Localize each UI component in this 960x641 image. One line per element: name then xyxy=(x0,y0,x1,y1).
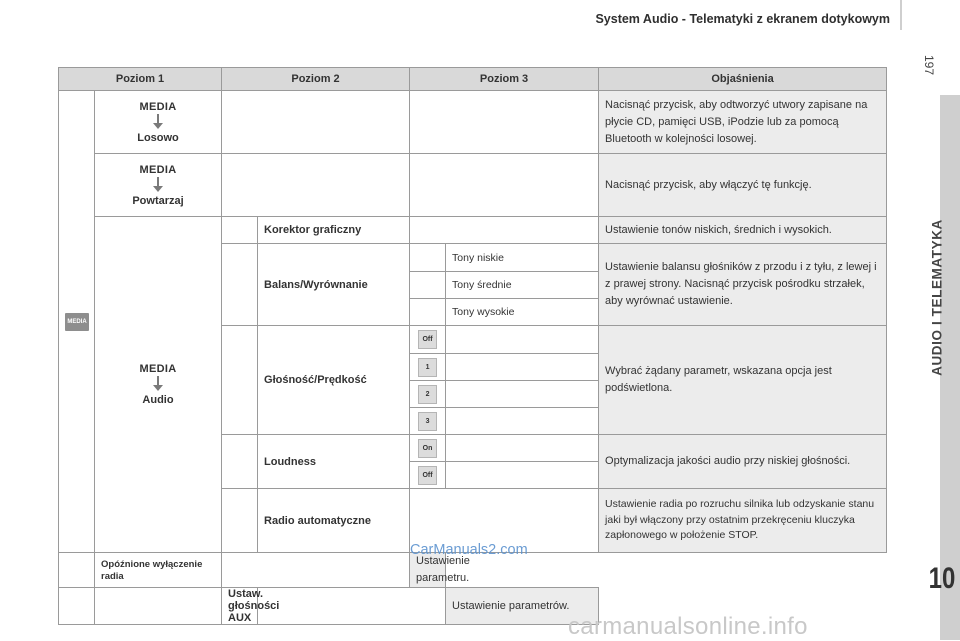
key-cell xyxy=(410,408,446,435)
table-row xyxy=(59,91,887,154)
empty-cell xyxy=(410,244,446,272)
empty-cell xyxy=(222,91,410,154)
key-cell xyxy=(410,354,446,381)
key-cell xyxy=(410,381,446,408)
menu-path-audio xyxy=(95,217,222,553)
header-level-3: Poziom 3 xyxy=(410,68,599,91)
desc-balans: Ustawienie balansu głośników z przodu i z tyłu, z lewej i z prawej strony. Nacisnąć przycisk pośrodku strzałek, aby wyrównać ustawienie. xyxy=(599,244,887,326)
table-row xyxy=(59,217,887,244)
empty-cell xyxy=(222,489,258,553)
empty-cell xyxy=(222,553,410,588)
key-cell xyxy=(410,462,446,489)
empty-cell xyxy=(222,244,258,326)
empty-cell xyxy=(258,588,446,625)
empty-cell xyxy=(446,326,599,354)
desc-losowo: Nacisnąć przycisk, aby odtworzyć utwory zapisane na płycie CD, pamięci USB, iPodzie lub za pomocą Bluetooth w kolejności losowej. xyxy=(599,91,887,154)
empty-cell xyxy=(222,435,258,489)
key-cell xyxy=(410,326,446,354)
empty-cell xyxy=(446,462,599,489)
watermark-carmanuals2: CarManuals2.com xyxy=(410,542,528,558)
desc-korektor: Ustawienie tonów niskich, średnich i wysokich. xyxy=(599,217,887,244)
menu-item-powtarzaj: Powtarzaj xyxy=(132,194,184,207)
desc-powtarzaj: Nacisnąć przycisk, aby włączyć tę funkcję. xyxy=(599,154,887,217)
level3-tony-niskie: Tony niskie xyxy=(446,244,599,272)
desc-radio: Ustawienie radia po rozruchu silnika lub odzyskanie stanu jaki był włączony przy ostatnim przekręceniu kluczyka zapłonowego w położenie STOP. xyxy=(599,489,887,553)
menu-path-powtarzaj xyxy=(95,154,222,217)
empty-cell xyxy=(410,154,599,217)
key-cell xyxy=(410,435,446,462)
level2-opoznione-label: Opóźnione wyłączenie radia xyxy=(101,559,203,582)
empty-cell xyxy=(222,154,410,217)
empty-cell xyxy=(446,354,599,381)
arrow-down-icon xyxy=(153,114,163,129)
level-3-key-icon: 3 xyxy=(418,412,437,431)
menu-key-media: MEDIA xyxy=(139,363,177,375)
menu-path-losowo xyxy=(95,91,222,154)
arrow-down-icon xyxy=(153,376,163,391)
on-key-icon: On xyxy=(418,439,437,458)
empty-cell xyxy=(410,272,446,299)
level2-korektor: Korektor graficzny xyxy=(258,217,410,244)
level-2-key-icon: 2 xyxy=(418,385,437,404)
level3-tony-wysokie: Tony wysokie xyxy=(446,299,599,326)
empty-cell xyxy=(95,588,222,625)
level3-tony-srednie: Tony średnie xyxy=(446,272,599,299)
table-header-row xyxy=(59,68,887,91)
menu-item-losowo: Losowo xyxy=(137,131,179,144)
empty-cell xyxy=(410,299,446,326)
level2-aux: Ustaw. głośności AUX xyxy=(222,588,258,625)
level-1-key-icon: 1 xyxy=(418,358,437,377)
off-key-icon: Off xyxy=(418,330,437,349)
empty-cell xyxy=(446,435,599,462)
level2-radio: Radio automatyczne xyxy=(258,489,410,553)
arrow-down-icon xyxy=(153,177,163,192)
empty-cell xyxy=(222,326,258,435)
page-number: 197 xyxy=(922,54,936,76)
empty-cell xyxy=(59,588,95,625)
desc-loudness: Optymalizacja jakości audio przy niskiej głośności. xyxy=(599,435,887,489)
section-title-text: AUDIO I TELEMATYKA xyxy=(929,219,945,376)
menu-key-media: MEDIA xyxy=(139,163,177,176)
page-header-title: System Audio - Telematyki z ekranem dotykowym xyxy=(595,12,890,26)
empty-cell xyxy=(59,553,95,588)
desc-opoznione: Ustawienie parametru. xyxy=(410,553,446,588)
header-divider xyxy=(900,0,902,30)
media-button-icon: MEDIA xyxy=(65,313,89,331)
empty-cell xyxy=(410,217,599,244)
watermark-carmanualsonline: carmanualsonline.info xyxy=(568,613,808,640)
level2-opoznione xyxy=(95,553,222,588)
empty-cell xyxy=(222,217,258,244)
header-level-1: Poziom 1 xyxy=(59,68,222,91)
level2-loudness: Loudness xyxy=(258,435,410,489)
menu-key-media: MEDIA xyxy=(139,100,177,113)
header-level-2: Poziom 2 xyxy=(222,68,410,91)
off-key-icon: Off xyxy=(418,466,437,485)
empty-cell xyxy=(446,381,599,408)
level1-icon-cell xyxy=(59,91,95,553)
desc-glosnosc: Wybrać żądany parametr, wskazana opcja jest podświetlona. xyxy=(599,326,887,435)
empty-cell xyxy=(410,91,599,154)
table-row xyxy=(59,154,887,217)
level2-balans: Balans/Wyrównanie xyxy=(258,244,410,326)
empty-cell xyxy=(446,408,599,435)
header-explanations: Objaśnienia xyxy=(599,68,887,91)
menu-item-audio: Audio xyxy=(142,394,174,406)
level2-glosnosc: Głośność/Prędkość xyxy=(258,326,410,435)
desc-aux: Ustawienie parametrów. xyxy=(446,588,599,625)
chapter-number: 10 xyxy=(928,562,956,595)
